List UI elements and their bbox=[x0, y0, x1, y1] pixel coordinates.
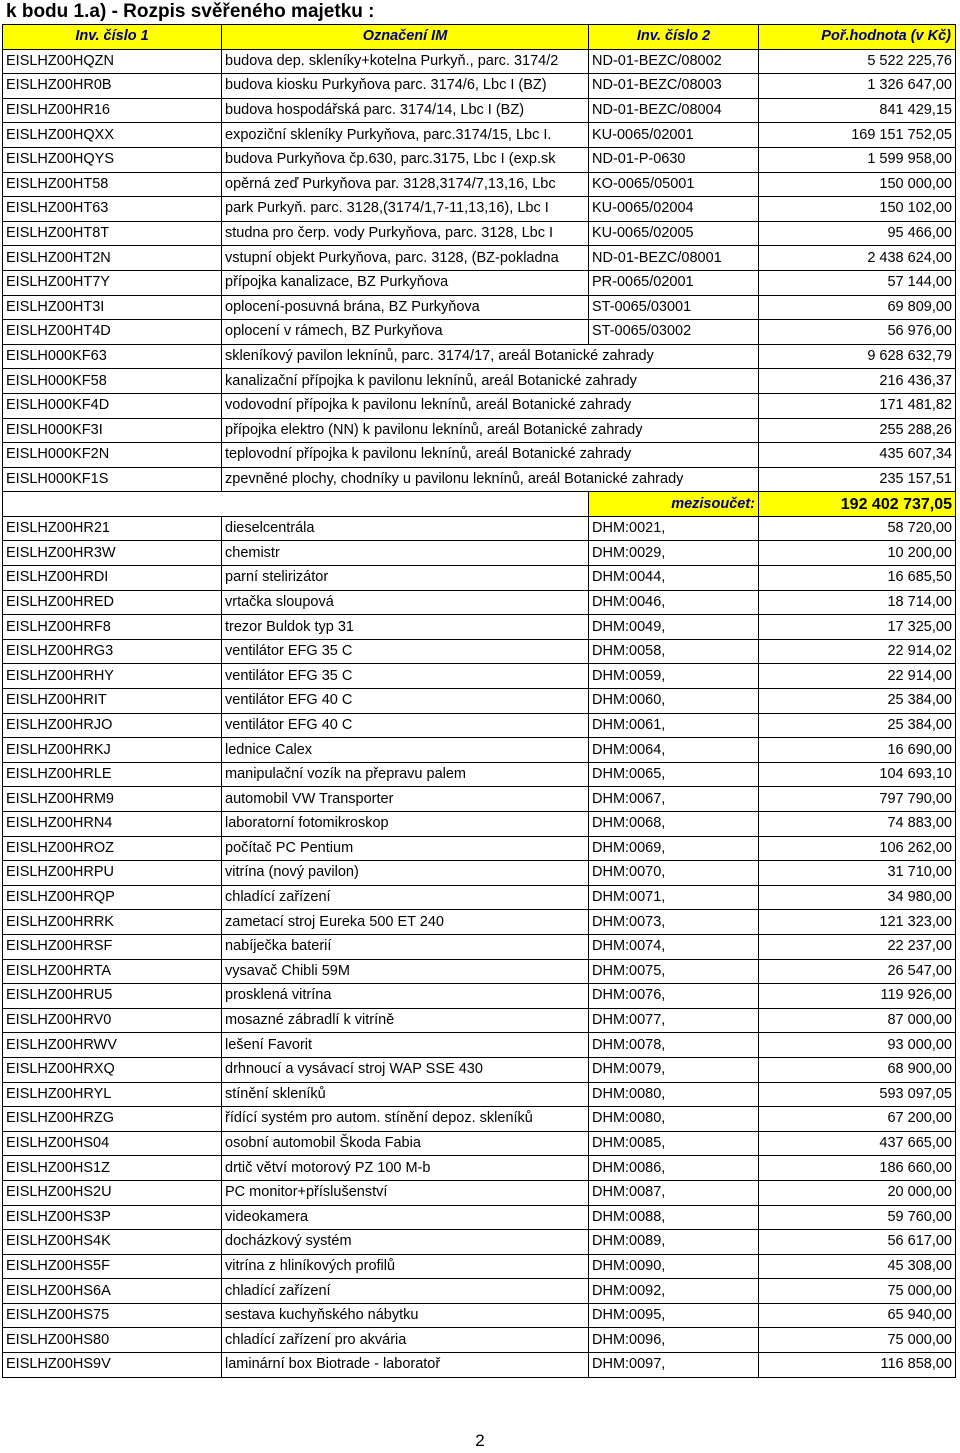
cell-value: 150 102,00 bbox=[759, 197, 956, 222]
cell-inv2: DHM:0058, bbox=[589, 639, 759, 664]
table-row bbox=[3, 713, 956, 738]
cell-value: 65 940,00 bbox=[759, 1303, 956, 1328]
table-row bbox=[3, 147, 956, 172]
cell-inv1: EISLHZ00HRN4 bbox=[3, 812, 222, 837]
table-row bbox=[3, 197, 956, 222]
cell-inv2: DHM:0080, bbox=[589, 1082, 759, 1107]
cell-inv2: DHM:0061, bbox=[589, 713, 759, 738]
cell-description: lednice Calex bbox=[222, 738, 589, 763]
table-row bbox=[3, 246, 956, 271]
table-row bbox=[3, 664, 956, 689]
subtotal-label: mezisoučet: bbox=[589, 492, 759, 517]
cell-inv2: DHM:0080, bbox=[589, 1107, 759, 1132]
table-row bbox=[3, 615, 956, 640]
header-inv-cislo-1: Inv. číslo 1 bbox=[3, 25, 222, 50]
cell-inv1: EISLHZ00HT58 bbox=[3, 172, 222, 197]
cell-description: park Purkyň. parc. 3128,(3174/1,7-11,13,16), Lbc I bbox=[222, 197, 589, 222]
cell-inv1: EISLHZ00HRPU bbox=[3, 861, 222, 886]
table-row bbox=[3, 467, 956, 492]
cell-inv1: EISLHZ00HS4K bbox=[3, 1230, 222, 1255]
table-row bbox=[3, 1057, 956, 1082]
cell-inv2: DHM:0049, bbox=[589, 615, 759, 640]
cell-inv2: DHM:0087, bbox=[589, 1180, 759, 1205]
cell-inv1: EISLHZ00HR3W bbox=[3, 541, 222, 566]
cell-inv1: EISLHZ00HRDI bbox=[3, 566, 222, 591]
cell-value: 16 685,50 bbox=[759, 566, 956, 591]
table-row bbox=[3, 541, 956, 566]
cell-inv1: EISLHZ00HS80 bbox=[3, 1328, 222, 1353]
table-row bbox=[3, 1254, 956, 1279]
cell-inv2: KU-0065/02004 bbox=[589, 197, 759, 222]
cell-inv1: EISLHZ00HRLE bbox=[3, 762, 222, 787]
cell-inv1: EISLHZ00HRU5 bbox=[3, 984, 222, 1009]
table-row bbox=[3, 516, 956, 541]
cell-value: 1 326 647,00 bbox=[759, 74, 956, 99]
table-row bbox=[3, 812, 956, 837]
page-title: k bodu 1.a) - Rozpis svěřeného majetku : bbox=[6, 1, 375, 22]
table-row bbox=[3, 738, 956, 763]
cell-value: 57 144,00 bbox=[759, 270, 956, 295]
table-row bbox=[3, 270, 956, 295]
cell-value: 841 429,15 bbox=[759, 98, 956, 123]
cell-inv2: DHM:0095, bbox=[589, 1303, 759, 1328]
cell-inv1: EISLHZ00HRQP bbox=[3, 885, 222, 910]
cell-value: 593 097,05 bbox=[759, 1082, 956, 1107]
cell-inv2: DHM:0078, bbox=[589, 1033, 759, 1058]
table-row bbox=[3, 1008, 956, 1033]
table-row bbox=[3, 443, 956, 468]
cell-inv2: DHM:0029, bbox=[589, 541, 759, 566]
table-row bbox=[3, 1107, 956, 1132]
cell-inv1: EISLHZ00HRZG bbox=[3, 1107, 222, 1132]
cell-value: 9 628 632,79 bbox=[759, 344, 956, 369]
cell-description: expoziční skleníky Purkyňova, parc.3174/15, Lbc I. bbox=[222, 123, 589, 148]
cell-inv1: EISLHZ00HQZN bbox=[3, 49, 222, 74]
cell-value: 25 384,00 bbox=[759, 713, 956, 738]
cell-inv2: DHM:0092, bbox=[589, 1279, 759, 1304]
cell-value: 59 760,00 bbox=[759, 1205, 956, 1230]
cell-inv1: EISLHZ00HT8T bbox=[3, 221, 222, 246]
cell-description: mosazné zábradlí k vitríně bbox=[222, 1008, 589, 1033]
cell-inv2: DHM:0076, bbox=[589, 984, 759, 1009]
cell-value: 20 000,00 bbox=[759, 1180, 956, 1205]
cell-inv2: DHM:0021, bbox=[589, 516, 759, 541]
cell-value: 116 858,00 bbox=[759, 1353, 956, 1378]
cell-inv1: EISLHZ00HRYL bbox=[3, 1082, 222, 1107]
cell-description: ventilátor EFG 40 C bbox=[222, 689, 589, 714]
cell-inv1: EISLH000KF2N bbox=[3, 443, 222, 468]
table-row bbox=[3, 1033, 956, 1058]
cell-inv2: DHM:0077, bbox=[589, 1008, 759, 1033]
table-row bbox=[3, 787, 956, 812]
cell-inv1: EISLHZ00HT63 bbox=[3, 197, 222, 222]
cell-value: 797 790,00 bbox=[759, 787, 956, 812]
cell-inv2: DHM:0071, bbox=[589, 885, 759, 910]
cell-inv1: EISLHZ00HQXX bbox=[3, 123, 222, 148]
cell-description: chladící zařízení bbox=[222, 1279, 589, 1304]
table-row bbox=[3, 934, 956, 959]
cell-inv2: DHM:0060, bbox=[589, 689, 759, 714]
cell-value: 31 710,00 bbox=[759, 861, 956, 886]
cell-description: stínění skleníků bbox=[222, 1082, 589, 1107]
cell-inv1: EISLHZ00HRM9 bbox=[3, 787, 222, 812]
cell-inv2: DHM:0089, bbox=[589, 1230, 759, 1255]
cell-value: 150 000,00 bbox=[759, 172, 956, 197]
cell-description: kanalizační přípojka k pavilonu leknínů, areál Botanické zahrady bbox=[222, 369, 759, 394]
table-row bbox=[3, 959, 956, 984]
subtotal-spacer bbox=[3, 492, 589, 517]
cell-inv1: EISLHZ00HRJO bbox=[3, 713, 222, 738]
table-row bbox=[3, 418, 956, 443]
cell-value: 186 660,00 bbox=[759, 1156, 956, 1181]
cell-inv1: EISLHZ00HRED bbox=[3, 590, 222, 615]
cell-description: ventilátor EFG 35 C bbox=[222, 664, 589, 689]
cell-description: teplovodní přípojka k pavilonu leknínů, areál Botanické zahrady bbox=[222, 443, 759, 468]
cell-value: 26 547,00 bbox=[759, 959, 956, 984]
table-row bbox=[3, 74, 956, 99]
cell-value: 10 200,00 bbox=[759, 541, 956, 566]
table-row bbox=[3, 1230, 956, 1255]
cell-inv2: KU-0065/02001 bbox=[589, 123, 759, 148]
cell-inv2: DHM:0075, bbox=[589, 959, 759, 984]
cell-inv2: ND-01-P-0630 bbox=[589, 147, 759, 172]
cell-description: budova Purkyňova čp.630, parc.3175, Lbc I (exp.sk bbox=[222, 147, 589, 172]
header-inv-cislo-2: Inv. číslo 2 bbox=[589, 25, 759, 50]
cell-inv1: EISLH000KF58 bbox=[3, 369, 222, 394]
cell-inv1: EISLHZ00HS3P bbox=[3, 1205, 222, 1230]
page-number: 2 bbox=[475, 1431, 485, 1450]
cell-inv1: EISLHZ00HRWV bbox=[3, 1033, 222, 1058]
cell-description: drhnoucí a vysávací stroj WAP SSE 430 bbox=[222, 1057, 589, 1082]
cell-value: 74 883,00 bbox=[759, 812, 956, 837]
cell-value: 119 926,00 bbox=[759, 984, 956, 1009]
table-row bbox=[3, 885, 956, 910]
table-row bbox=[3, 1328, 956, 1353]
cell-value: 22 237,00 bbox=[759, 934, 956, 959]
table-row bbox=[3, 49, 956, 74]
cell-inv2: DHM:0096, bbox=[589, 1328, 759, 1353]
cell-description: chemistr bbox=[222, 541, 589, 566]
cell-inv2: ND-01-BEZC/08002 bbox=[589, 49, 759, 74]
cell-value: 22 914,02 bbox=[759, 639, 956, 664]
cell-description: řídící systém pro autom. stínění depoz. skleníků bbox=[222, 1107, 589, 1132]
cell-description: počítač PC Pentium bbox=[222, 836, 589, 861]
cell-description: chladící zařízení pro akvária bbox=[222, 1328, 589, 1353]
table-row bbox=[3, 320, 956, 345]
cell-description: PC monitor+příslušenství bbox=[222, 1180, 589, 1205]
cell-value: 1 599 958,00 bbox=[759, 147, 956, 172]
cell-value: 95 466,00 bbox=[759, 221, 956, 246]
cell-inv1: EISLHZ00HR0B bbox=[3, 74, 222, 99]
cell-inv1: EISLHZ00HS6A bbox=[3, 1279, 222, 1304]
table-row bbox=[3, 344, 956, 369]
cell-inv2: ND-01-BEZC/08001 bbox=[589, 246, 759, 271]
cell-value: 75 000,00 bbox=[759, 1279, 956, 1304]
cell-inv2: DHM:0085, bbox=[589, 1131, 759, 1156]
table-row bbox=[3, 221, 956, 246]
table-row bbox=[3, 393, 956, 418]
cell-description: parní stelirizátor bbox=[222, 566, 589, 591]
cell-description: přípojka elektro (NN) k pavilonu leknínů, areál Botanické zahrady bbox=[222, 418, 759, 443]
table-row bbox=[3, 590, 956, 615]
cell-inv2: DHM:0070, bbox=[589, 861, 759, 886]
table-row bbox=[3, 98, 956, 123]
cell-inv1: EISLH000KF1S bbox=[3, 467, 222, 492]
cell-description: prosklená vitrína bbox=[222, 984, 589, 1009]
cell-value: 56 976,00 bbox=[759, 320, 956, 345]
cell-value: 235 157,51 bbox=[759, 467, 956, 492]
cell-description: manipulační vozík na přepravu palem bbox=[222, 762, 589, 787]
cell-inv1: EISLHZ00HT7Y bbox=[3, 270, 222, 295]
subtotal-row bbox=[3, 492, 956, 517]
cell-description: drtič větví motorový PZ 100 M-b bbox=[222, 1156, 589, 1181]
asset-table bbox=[2, 24, 956, 1378]
cell-inv2: DHM:0088, bbox=[589, 1205, 759, 1230]
cell-inv2: ST-0065/03001 bbox=[589, 295, 759, 320]
cell-value: 69 809,00 bbox=[759, 295, 956, 320]
cell-inv2: DHM:0097, bbox=[589, 1353, 759, 1378]
cell-inv1: EISLHZ00HRRK bbox=[3, 910, 222, 935]
cell-inv2: KU-0065/02005 bbox=[589, 221, 759, 246]
cell-inv2: DHM:0069, bbox=[589, 836, 759, 861]
cell-inv2: ST-0065/03002 bbox=[589, 320, 759, 345]
cell-inv1: EISLHZ00HS75 bbox=[3, 1303, 222, 1328]
table-row bbox=[3, 689, 956, 714]
table-row bbox=[3, 639, 956, 664]
cell-description: opěrná zeď Purkyňova par. 3128,3174/7,13,16, Lbc bbox=[222, 172, 589, 197]
cell-description: oplocení-posuvná brána, BZ Purkyňova bbox=[222, 295, 589, 320]
cell-inv2: DHM:0073, bbox=[589, 910, 759, 935]
cell-inv1: EISLHZ00HT3I bbox=[3, 295, 222, 320]
cell-description: vstupní objekt Purkyňova, parc. 3128, (BZ-pokladna bbox=[222, 246, 589, 271]
cell-description: laboratorní fotomikroskop bbox=[222, 812, 589, 837]
cell-value: 56 617,00 bbox=[759, 1230, 956, 1255]
cell-inv1: EISLHZ00HRSF bbox=[3, 934, 222, 959]
cell-inv1: EISLHZ00HS5F bbox=[3, 1254, 222, 1279]
cell-description: zpevněné plochy, chodníky u pavilonu leknínů, areál Botanické zahrady bbox=[222, 467, 759, 492]
cell-value: 45 308,00 bbox=[759, 1254, 956, 1279]
cell-description: sestava kuchyňského nábytku bbox=[222, 1303, 589, 1328]
cell-description: vrtačka sloupová bbox=[222, 590, 589, 615]
cell-value: 104 693,10 bbox=[759, 762, 956, 787]
cell-value: 17 325,00 bbox=[759, 615, 956, 640]
cell-value: 216 436,37 bbox=[759, 369, 956, 394]
table-row bbox=[3, 1180, 956, 1205]
cell-value: 22 914,00 bbox=[759, 664, 956, 689]
cell-value: 25 384,00 bbox=[759, 689, 956, 714]
table-row bbox=[3, 172, 956, 197]
cell-value: 255 288,26 bbox=[759, 418, 956, 443]
cell-inv1: EISLHZ00HRTA bbox=[3, 959, 222, 984]
cell-value: 87 000,00 bbox=[759, 1008, 956, 1033]
table-row bbox=[3, 123, 956, 148]
cell-value: 58 720,00 bbox=[759, 516, 956, 541]
table-row bbox=[3, 861, 956, 886]
cell-description: vysavač Chibli 59M bbox=[222, 959, 589, 984]
cell-inv2: DHM:0046, bbox=[589, 590, 759, 615]
table-row bbox=[3, 762, 956, 787]
cell-value: 18 714,00 bbox=[759, 590, 956, 615]
cell-description: trezor Buldok typ 31 bbox=[222, 615, 589, 640]
cell-value: 437 665,00 bbox=[759, 1131, 956, 1156]
cell-inv1: EISLHZ00HRHY bbox=[3, 664, 222, 689]
table-row bbox=[3, 1131, 956, 1156]
header-por-hodnota: Poř.hodnota (v Kč) bbox=[759, 25, 956, 50]
cell-inv1: EISLHZ00HT4D bbox=[3, 320, 222, 345]
cell-description: docházkový systém bbox=[222, 1230, 589, 1255]
cell-inv1: EISLH000KF4D bbox=[3, 393, 222, 418]
cell-inv2: DHM:0068, bbox=[589, 812, 759, 837]
cell-inv2: KO-0065/05001 bbox=[589, 172, 759, 197]
cell-description: vodovodní přípojka k pavilonu leknínů, areál Botanické zahrady bbox=[222, 393, 759, 418]
cell-description: lešení Favorit bbox=[222, 1033, 589, 1058]
cell-description: studna pro čerp. vody Purkyňova, parc. 3128, Lbc I bbox=[222, 221, 589, 246]
table-row bbox=[3, 295, 956, 320]
cell-description: automobil VW Transporter bbox=[222, 787, 589, 812]
cell-inv1: EISLHZ00HRF8 bbox=[3, 615, 222, 640]
cell-inv1: EISLHZ00HS2U bbox=[3, 1180, 222, 1205]
cell-inv1: EISLHZ00HR16 bbox=[3, 98, 222, 123]
cell-inv1: EISLHZ00HQYS bbox=[3, 147, 222, 172]
cell-inv1: EISLHZ00HT2N bbox=[3, 246, 222, 271]
cell-inv2: ND-01-BEZC/08003 bbox=[589, 74, 759, 99]
table-row bbox=[3, 1205, 956, 1230]
cell-value: 121 323,00 bbox=[759, 910, 956, 935]
cell-value: 16 690,00 bbox=[759, 738, 956, 763]
cell-inv2: DHM:0065, bbox=[589, 762, 759, 787]
cell-value: 75 000,00 bbox=[759, 1328, 956, 1353]
cell-inv2: DHM:0074, bbox=[589, 934, 759, 959]
cell-value: 67 200,00 bbox=[759, 1107, 956, 1132]
cell-value: 68 900,00 bbox=[759, 1057, 956, 1082]
cell-inv2: DHM:0044, bbox=[589, 566, 759, 591]
cell-inv1: EISLHZ00HS04 bbox=[3, 1131, 222, 1156]
cell-value: 106 262,00 bbox=[759, 836, 956, 861]
cell-inv1: EISLHZ00HRKJ bbox=[3, 738, 222, 763]
table-row bbox=[3, 1303, 956, 1328]
cell-description: budova dep. skleníky+kotelna Purkyň., parc. 3174/2 bbox=[222, 49, 589, 74]
table-row bbox=[3, 369, 956, 394]
cell-description: ventilátor EFG 40 C bbox=[222, 713, 589, 738]
cell-description: oplocení v rámech, BZ Purkyňova bbox=[222, 320, 589, 345]
cell-value: 171 481,82 bbox=[759, 393, 956, 418]
cell-inv1: EISLHZ00HRXQ bbox=[3, 1057, 222, 1082]
cell-description: laminární box Biotrade - laboratoř bbox=[222, 1353, 589, 1378]
cell-description: budova hospodářská parc. 3174/14, Lbc I (BZ) bbox=[222, 98, 589, 123]
cell-description: chladící zařízení bbox=[222, 885, 589, 910]
table-row bbox=[3, 1279, 956, 1304]
cell-description: přípojka kanalizace, BZ Purkyňova bbox=[222, 270, 589, 295]
table-row bbox=[3, 1082, 956, 1107]
cell-description: dieselcentrála bbox=[222, 516, 589, 541]
cell-inv1: EISLHZ00HROZ bbox=[3, 836, 222, 861]
table-row bbox=[3, 984, 956, 1009]
table-row bbox=[3, 836, 956, 861]
cell-value: 93 000,00 bbox=[759, 1033, 956, 1058]
cell-value: 435 607,34 bbox=[759, 443, 956, 468]
cell-inv2: ND-01-BEZC/08004 bbox=[589, 98, 759, 123]
cell-description: vitrína z hliníkových profilů bbox=[222, 1254, 589, 1279]
cell-inv2: DHM:0067, bbox=[589, 787, 759, 812]
cell-value: 2 438 624,00 bbox=[759, 246, 956, 271]
table-row bbox=[3, 1156, 956, 1181]
table-row bbox=[3, 910, 956, 935]
cell-inv2: DHM:0090, bbox=[589, 1254, 759, 1279]
subtotal-value: 192 402 737,05 bbox=[759, 492, 956, 517]
table-row bbox=[3, 1353, 956, 1378]
cell-inv1: EISLHZ00HS9V bbox=[3, 1353, 222, 1378]
cell-inv2: DHM:0079, bbox=[589, 1057, 759, 1082]
header-oznaceni-im: Označení IM bbox=[222, 25, 589, 50]
cell-inv1: EISLHZ00HR21 bbox=[3, 516, 222, 541]
cell-inv1: EISLH000KF63 bbox=[3, 344, 222, 369]
cell-description: nabíječka baterií bbox=[222, 934, 589, 959]
cell-inv1: EISLHZ00HS1Z bbox=[3, 1156, 222, 1181]
cell-inv2: PR-0065/02001 bbox=[589, 270, 759, 295]
cell-value: 34 980,00 bbox=[759, 885, 956, 910]
cell-inv1: EISLHZ00HRV0 bbox=[3, 1008, 222, 1033]
cell-value: 5 522 225,76 bbox=[759, 49, 956, 74]
cell-inv1: EISLH000KF3I bbox=[3, 418, 222, 443]
table-header-row bbox=[3, 25, 956, 50]
cell-inv2: DHM:0059, bbox=[589, 664, 759, 689]
cell-inv1: EISLHZ00HRIT bbox=[3, 689, 222, 714]
cell-description: skleníkový pavilon leknínů, parc. 3174/17, areál Botanické zahrady bbox=[222, 344, 759, 369]
cell-inv2: DHM:0064, bbox=[589, 738, 759, 763]
table-row bbox=[3, 566, 956, 591]
cell-description: vitrína (nový pavilon) bbox=[222, 861, 589, 886]
cell-description: ventilátor EFG 35 C bbox=[222, 639, 589, 664]
cell-description: videokamera bbox=[222, 1205, 589, 1230]
cell-inv2: DHM:0086, bbox=[589, 1156, 759, 1181]
cell-description: budova kiosku Purkyňova parc. 3174/6, Lbc I (BZ) bbox=[222, 74, 589, 99]
cell-description: zametací stroj Eureka 500 ET 240 bbox=[222, 910, 589, 935]
cell-description: osobní automobil Škoda Fabia bbox=[222, 1131, 589, 1156]
cell-value: 169 151 752,05 bbox=[759, 123, 956, 148]
cell-inv1: EISLHZ00HRG3 bbox=[3, 639, 222, 664]
